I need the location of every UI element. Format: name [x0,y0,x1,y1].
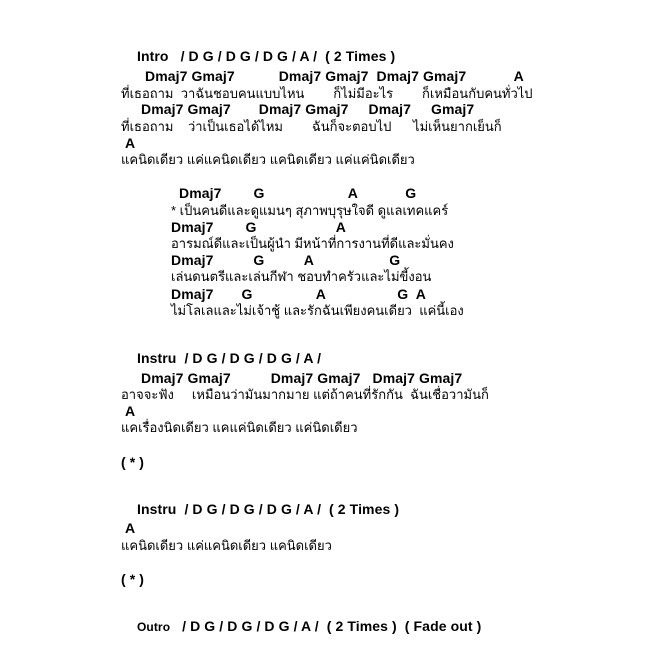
verse1-lyrics-3: แคนิดเดียว แค่แคนิดเดียว แคนิดเดียว แค่แค่นิดเดียว [121,152,415,167]
chorus-lyrics-2: อารมณ์ดีและเป็นผู้นำ มีหน้าที่การงานที่ดีและมั่นคง [171,236,454,251]
verse1-chords-2: Dmaj7 Gmaj7 Dmaj7 Gmaj7 Dmaj7 Gmaj7 [141,101,475,117]
instru2-label: Instru [136,501,177,517]
intro-chords: / D G / D G / D G / A / ( 2 Times ) [180,48,396,64]
chorus-chords-1: Dmaj7 G A G [179,185,417,201]
ending-lyrics: แคนิดเดียว แค่แคนิดเดียว แคนิดเดียว [121,538,332,553]
verse1-chords-1: Dmaj7 Gmaj7 Dmaj7 Gmaj7 Dmaj7 Gmaj7 A [145,68,524,84]
verse2-chords-1: Dmaj7 Gmaj7 Dmaj7 Gmaj7 Dmaj7 Gmaj7 [141,370,463,386]
intro-label: Intro [136,48,169,64]
chorus-lyrics-1: * เป็นคนดีและดูแมนๆ สุภาพบุรุษใจดี ดูแลเทคแคร์ [171,203,449,218]
instru2-line [121,488,399,530]
verse2-chords-2: A [125,403,136,419]
chorus-lyrics-4: ไม่โลเลและไม่เจ้าชู้ และรักฉันเพียงคนเดียว แค่นี้เอง [171,303,464,318]
verse2-lyrics-2: แคเรื่องนิดเดียว แคแค่นิดเดียว แค่นิดเดียว [121,420,358,435]
verse1-lyrics-1: ที่เธอถาม วาฉันชอบคนแบบไหน ก็ไม่มีอะไร ก็เหมือนกับคนทั่วไป [121,86,533,101]
chorus-chords-2: Dmaj7 G A [171,219,346,235]
chorus-chords-4: Dmaj7 G A G A [171,286,426,302]
chorus-lyrics-3: เล่นดนตรีและเล่นกีฬา ชอบทำครัวและไม่ขี้งอน [171,269,432,284]
verse2-lyrics-1: อาจจะฟัง เหมือนว่ามันมากมาย แต่ถ้าคนที่รักกัน ฉันเชื่อวามันก็ [121,387,489,402]
chorus-chords-3: Dmaj7 G A G [171,252,401,268]
outro-label: Outro [136,620,171,634]
outro-line [121,605,481,647]
verse1-chords-3: A [125,135,136,151]
instru1-chords: / D G / D G / D G / A / [184,350,322,366]
ending-chords: A [125,520,136,536]
outro-chords: / D G / D G / D G / A / ( 2 Times ) ( Fade out ) [182,618,482,634]
instru2-chords: / D G / D G / D G / A / ( 2 Times ) [184,501,400,517]
instru1-label: Instru [136,350,177,366]
verse1-lyrics-2: ที่เธอถาม ว่าเป็นเธอได้ไหม ฉันก็จะตอบไป ไม่เห็นยากเย็นก็ [121,119,502,134]
chorus-repeat-2: ( * ) [121,571,145,587]
chorus-repeat-1: ( * ) [121,454,145,470]
